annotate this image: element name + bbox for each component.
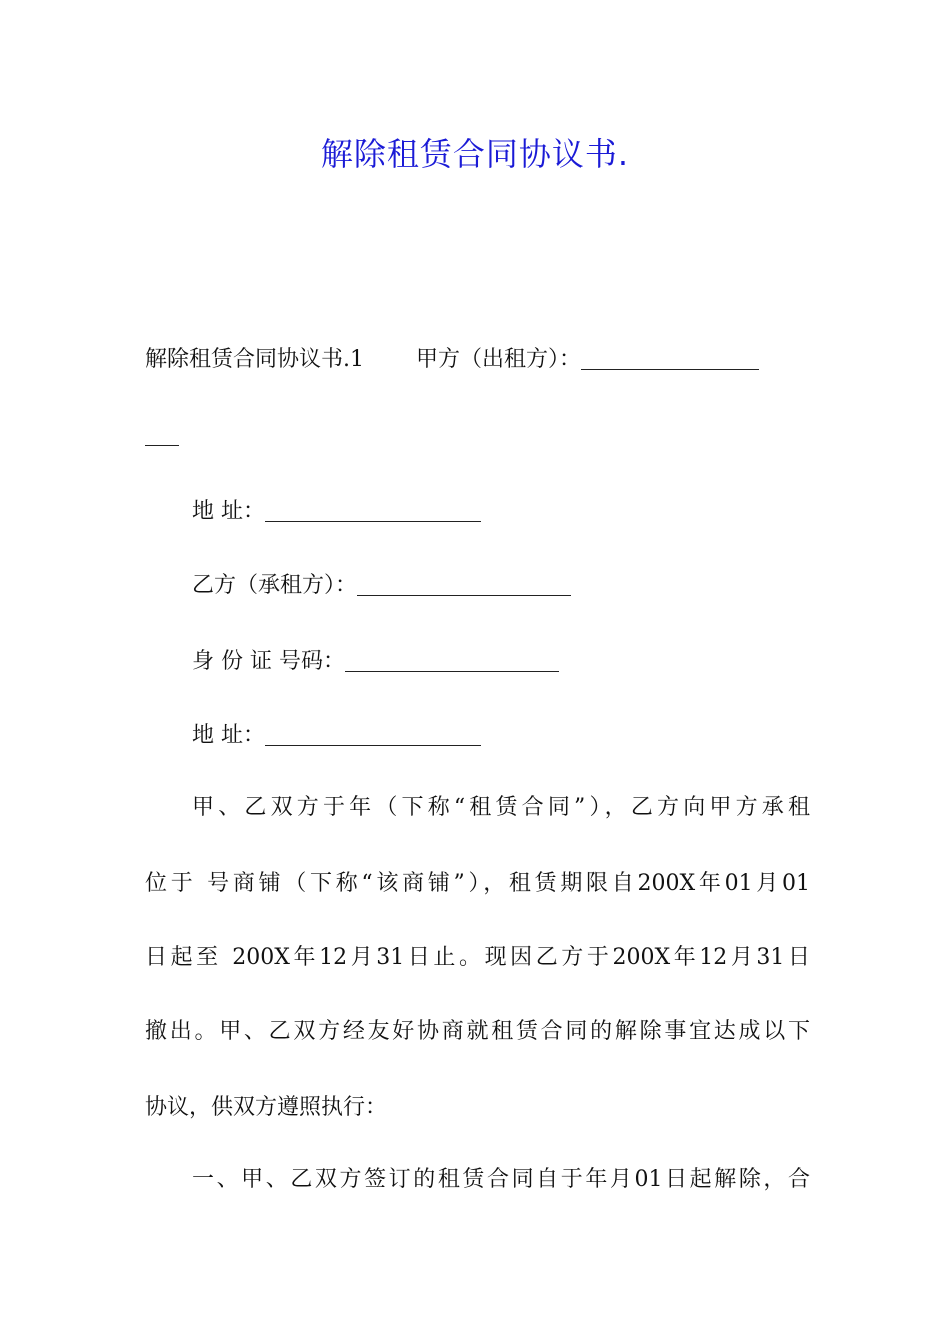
document-heading: 解除租赁合同协议书.1 bbox=[145, 347, 364, 372]
document-title: 解除租赁合同协议书. bbox=[320, 135, 630, 173]
address-line-2 bbox=[192, 720, 810, 752]
paragraph-line: 位于 号商铺（下称“该商铺”），租赁期限自200X年01月01 bbox=[145, 871, 810, 896]
address-label-2: 地 址： bbox=[192, 723, 265, 748]
party-a-label: 甲方（出租方）： bbox=[416, 347, 582, 372]
paragraph-line: 撤出。甲、乙双方经友好协商就租赁合同的解除事宜达成以下 bbox=[145, 1019, 810, 1044]
party-a-blank-continued bbox=[145, 423, 179, 446]
party-b-line bbox=[192, 570, 810, 602]
address-blank-1 bbox=[265, 499, 481, 522]
id-line bbox=[192, 646, 810, 678]
paragraph-line: 日起至 200X年12月31日止。现因乙方于200X年12月31日 bbox=[145, 945, 810, 970]
party-a-line bbox=[145, 344, 810, 376]
party-a-blank bbox=[581, 347, 759, 370]
party-b-label: 乙方（承租方）： bbox=[192, 573, 358, 598]
party-b-blank bbox=[357, 573, 571, 596]
id-blank bbox=[345, 649, 559, 672]
paragraph-line: 甲、乙双方于年（下称“租赁合同”），乙方向甲方承租 bbox=[192, 795, 810, 820]
address-blank-2 bbox=[265, 723, 481, 746]
party-a-blank-continued-row bbox=[145, 420, 810, 452]
paragraph-line: 协议，供双方遵照执行： bbox=[145, 1095, 388, 1120]
id-label: 身 份 证 号码： bbox=[192, 649, 345, 674]
clause-1-line: 一、甲、乙双方签订的租赁合同自于年月01日起解除，合 bbox=[192, 1167, 810, 1192]
address-label-1: 地 址： bbox=[192, 499, 265, 524]
address-line-1 bbox=[192, 496, 810, 528]
